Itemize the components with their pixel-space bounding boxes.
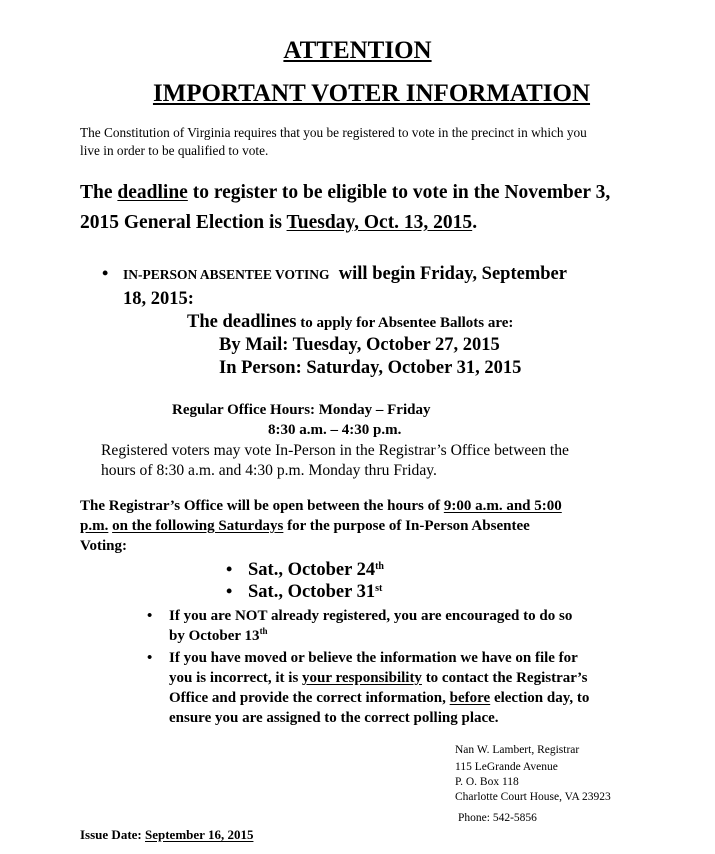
office-hours-desc-2: hours of 8:30 a.m. and 4:30 p.m. Monday thru Friday. [101,462,437,479]
deadline-text: The [80,182,118,203]
registrar-phone: Phone: 542-5856 [458,812,537,824]
note-1-date: by October 13 [169,628,260,644]
note-2-line-3 [169,690,589,707]
deadline-line-2 [80,212,477,234]
issue-date [80,827,253,843]
saturday-hours: 9:00 a.m. and 5:00 [443,498,562,514]
saturday-date-2 [248,582,382,603]
saturday-text: The Registrar’s Office will be open between the hours of [80,498,444,514]
deadline-text: . [472,212,478,233]
registrar-po-box: P. O. Box 118 [455,776,519,788]
saturday-date-text: Sat., October 31 [248,582,376,602]
note-2-line-4: ensure you are assigned to the correct polling place. [169,710,499,726]
office-hours-times: 8:30 a.m. – 4:30 p.m. [268,422,402,438]
note-2-line-1: If you have moved or believe the information we have on file for [169,650,578,666]
absentee-lead-small: IN-PERSON ABSENTEE VOTING [123,267,330,282]
attention-heading: ATTENTION [283,37,432,64]
office-hours-desc-1: Registered voters may vote In-Person in the Registrar’s Office between the [101,442,569,459]
in-person-deadline: In Person: Saturday, October 31, 2015 [219,358,522,378]
issue-date-value: September 16, 2015 [145,827,254,842]
saturday-date-1 [248,560,384,581]
deadline-line-1 [80,182,610,204]
note-text: election day, to [490,690,590,706]
bullet-icon: • [102,263,109,283]
apply-small: to apply for Absentee Ballots are: [296,315,514,331]
intro-line-2: live in order to be qualified to vote. [80,143,269,158]
saturday-text: for the purpose of In-Person Absentee [283,518,530,534]
deadline-text: to register to be eligible to vote in the November 3, [187,182,611,203]
bullet-icon: • [147,608,153,624]
saturday-line-2 [80,518,530,535]
note-emphasis: your responsibility [302,670,422,686]
note-text: to contact the Registrar’s [421,670,588,686]
bullet-icon: • [226,581,233,601]
deadline-keyword: deadline [117,182,188,203]
saturday-date-text: Sat., October 24 [248,560,376,580]
saturday-line-3: Voting: [80,538,127,554]
bullet-icon: • [226,559,233,579]
deadline-text: 2015 General Election is [80,212,287,233]
absentee-lead-rest: will begin Friday, September [329,264,567,284]
note-2-line-2 [169,670,587,687]
saturday-line-1 [80,498,562,515]
note-emphasis: before [449,690,491,706]
saturday-hours-end: p.m. [80,518,109,534]
ordinal-suffix: st [375,583,383,594]
apply-deadlines [187,312,513,333]
intro-line-1: The Constitution of Virginia requires that you be registered to vote in the precinct in which you [80,125,587,140]
by-mail-deadline: By Mail: Tuesday, October 27, 2015 [219,335,500,355]
registrar-city: Charlotte Court House, VA 23923 [455,791,611,803]
apply-big: The deadlines [187,312,297,332]
note-text: you is incorrect, it is [169,670,303,686]
absentee-lead-line-2: 18, 2015: [123,289,194,309]
registrar-street: 115 LeGrande Avenue [455,761,558,773]
ordinal-suffix: th [375,561,384,572]
issue-date-label: Issue Date: [80,827,145,842]
office-hours-label: Regular Office Hours: Monday – Friday [172,402,431,418]
saturday-days: on the following Saturdays [112,518,284,534]
absentee-lead-line-1 [123,264,567,285]
registrar-name: Nan W. Lambert, Registrar [455,744,580,756]
ordinal-suffix: th [259,626,268,636]
deadline-date: Tuesday, Oct. 13, 2015 [286,212,473,233]
page-title: IMPORTANT VOTER INFORMATION [152,80,591,107]
note-1-line-1: If you are NOT already registered, you are encouraged to do so [169,608,573,624]
bullet-icon: • [147,650,153,666]
note-text: Office and provide the correct information, [169,690,450,706]
note-1-line-2 [169,628,268,645]
